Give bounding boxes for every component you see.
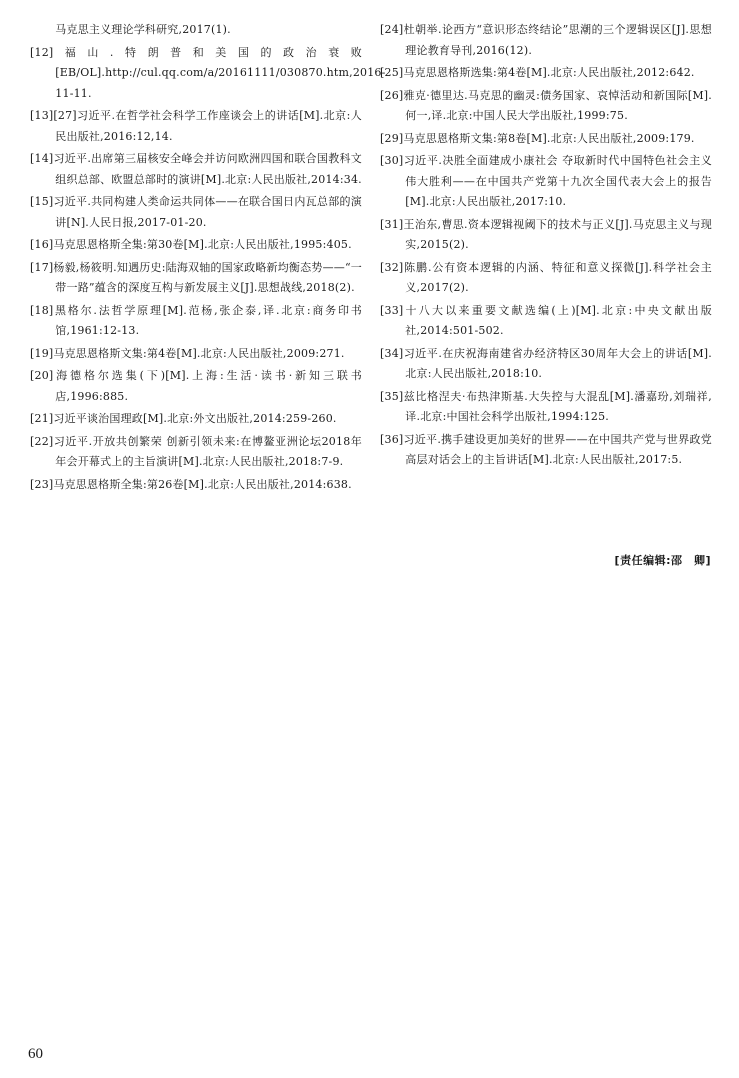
reference-entry: [16]马克思恩格斯全集:第30卷[M].北京:人民出版社,1995:405.	[30, 238, 352, 251]
page-number: 60	[28, 1046, 43, 1062]
reference-continuation: 马克思主义理论学科研究,2017(1).	[55, 23, 231, 36]
reference-entry: [33]十八大以来重要文献选编(上)[M].北京:中央文献出版社,2014:501-502.	[380, 303, 712, 337]
reference-entry: [20]海德格尔选集(下)[M].上海:生活·读书·新知三联书店,1996:885.	[30, 369, 362, 403]
reference-entry: [35]兹比格涅夫·布热津斯基.大失控与大混乱[M].潘嘉玢,刘瑞祥,译.北京:中国社会科学出版社,1994:125.	[380, 389, 712, 423]
reference-entry: [18]黑格尔.法哲学原理[M].范杨,张企泰,译.北京:商务印书馆,1961:12-13.	[30, 303, 362, 337]
reference-entry: [24]杜朝举.论西方“意识形态终结论”思潮的三个逻辑误区[J].思想理论教育导刊,2016(12).	[380, 23, 712, 57]
reference-entry: [36]习近平.携手建设更加美好的世界——在中国共产党与世界政党高层对话会上的主旨讲话[M].北京:人民出版社,2017:5.	[380, 432, 712, 466]
reference-entry: [21]习近平谈治国理政[M].北京:外文出版社,2014:259-260.	[30, 412, 337, 425]
references-left-column	[30, 20, 386, 497]
references-right-column	[380, 20, 712, 473]
reference-entry: [22]习近平.开放共创繁荣 创新引领未来:在博鳌亚洲论坛2018年年会开幕式上的主旨演讲[M].北京:人民出版社,2018:7-9.	[30, 434, 362, 468]
reference-entry: [13][27]习近平.在哲学社会科学工作座谈会上的讲话[M].北京:人民出版社,2016:12,14.	[30, 109, 362, 143]
reference-entry: [15]习近平.共同构建人类命运共同体——在联合国日内瓦总部的演讲[N].人民日报,2017-01-20.	[30, 195, 362, 229]
reference-entry: [23]马克思恩格斯全集:第26卷[M].北京:人民出版社,2014:638.	[30, 477, 352, 491]
reference-entry: [26]雅克·德里达.马克思的幽灵:债务国家、哀悼活动和新国际[M].何一,译.北京:中国人民大学出版社,1999:75.	[380, 88, 712, 122]
reference-entry: [29]马克思恩格斯文集:第8卷[M].北京:人民出版社,2009:179.	[380, 131, 695, 145]
reference-entry: [14]习近平.出席第三届核安全峰会并访问欧洲四国和联合国教科文组织总部、欧盟总部时的演讲[M].北京:人民出版社,2014:34.	[30, 152, 362, 186]
reference-entry: [30]习近平.决胜全面建成小康社会 夺取新时代中国特色社会主义伟大胜利——在中国共产党第十九次全国代表大会上的报告[M].北京:人民出版社,2017:10.	[380, 154, 712, 208]
reference-entry: [17]杨毅,杨筱明.知遇历史:陆海双轴的国家政略新均衡态势——“一带一路”蕴含的深度互构与新发展主义[J].思想战线,2018(2).	[30, 260, 362, 294]
responsible-editor-note: [责任编辑:邵 卿]	[614, 554, 711, 567]
reference-entry: [31]王治东,曹思.资本逻辑视阈下的技术与正义[J].马克思主义与现实,2015(2).	[380, 217, 712, 251]
reference-entry: [34]习近平.在庆祝海南建省办经济特区30周年大会上的讲话[M].北京:人民出版社,2018:10.	[380, 346, 712, 380]
reference-entry: [25]马克思恩格斯选集:第4卷[M].北京:人民出版社,2012:642.	[380, 66, 695, 79]
reference-entry: [19]马克思恩格斯文集:第4卷[M].北京:人民出版社,2009:271.	[30, 346, 345, 360]
reference-entry: [32]陈鹏.公有资本逻辑的内涵、特征和意义探微[J].科学社会主义,2017(2).	[380, 260, 712, 294]
reference-entry: [12]福山.特朗普和美国的政治衰败[EB/OL].http://cul.qq.com/a/20161111/030870.htm,2016-11-11.	[30, 45, 386, 100]
